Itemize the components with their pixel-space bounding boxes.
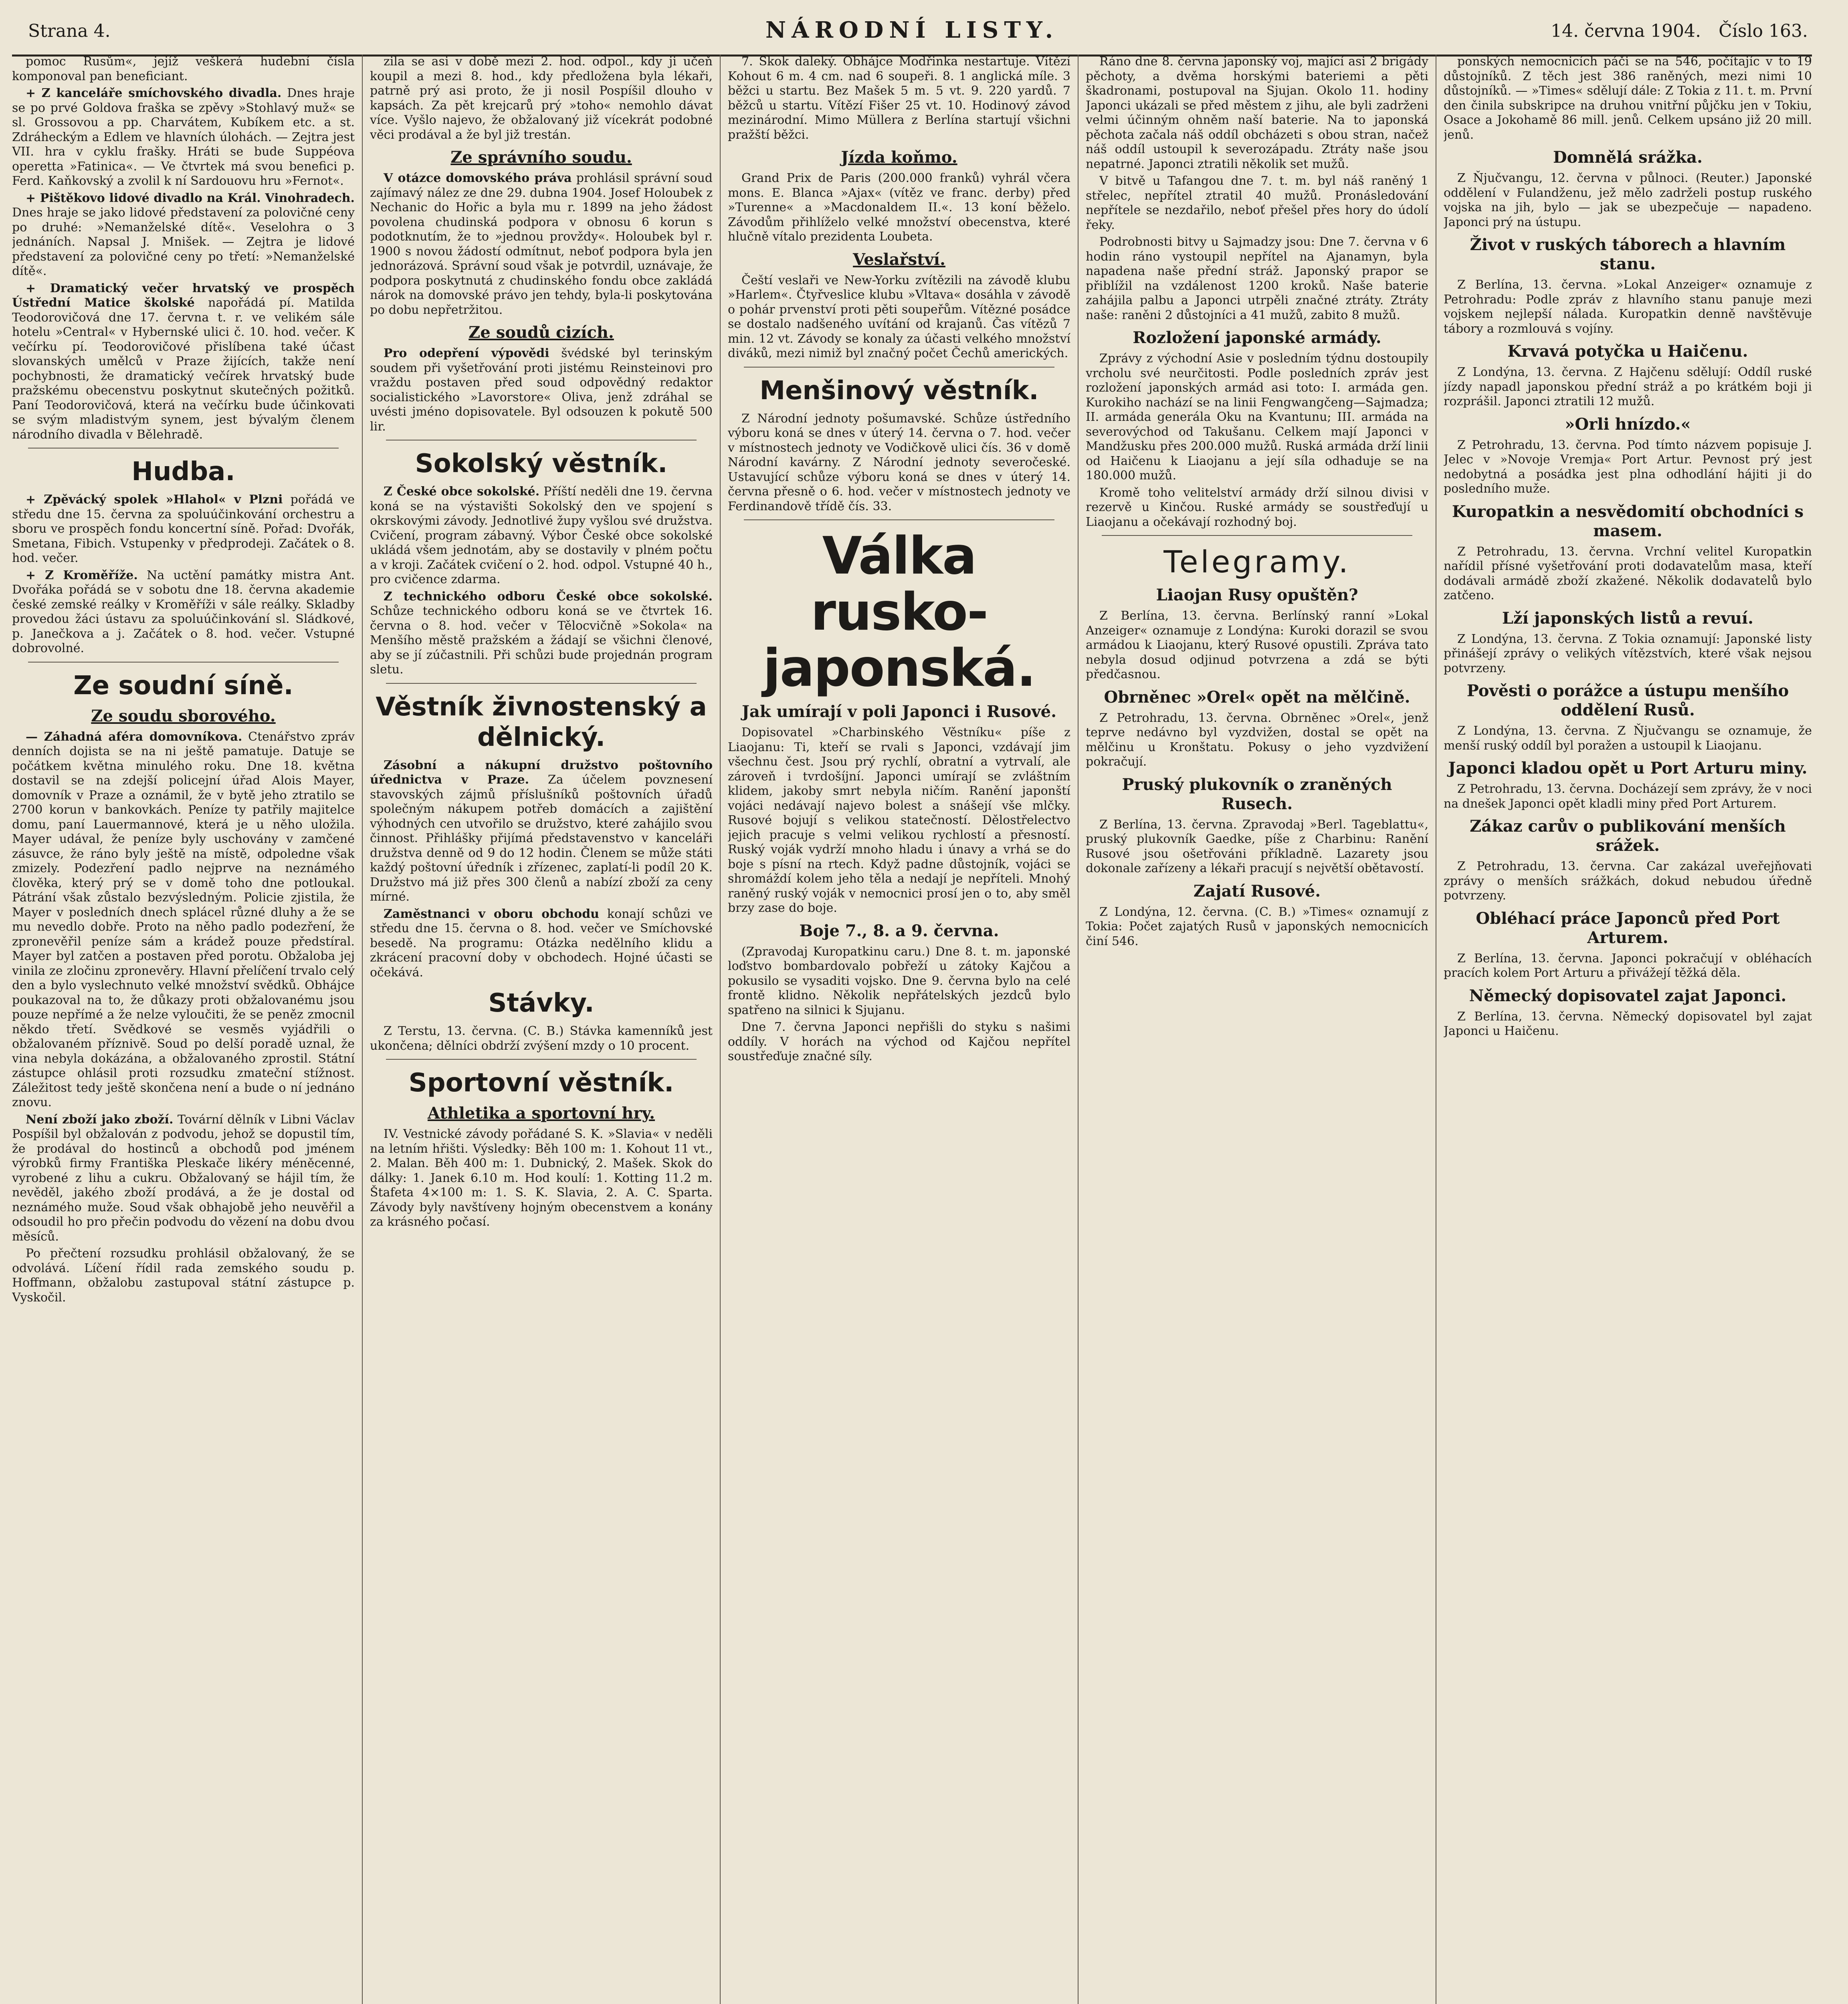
article-text: Z technického odboru České obce sokolské. Schůze technického odboru koná se ve čtvrtek 16. června o 8. hod. večer v Tělocvičně »Sokola« na Menšího městě pražském a žádají se všichni členové, aby se jí zúčastnili. Při schůzi bude projednán program sletu. bbox=[370, 589, 713, 677]
column-rule bbox=[1078, 55, 1079, 2004]
column-4 bbox=[1086, 55, 1428, 2004]
article-text: Z Londýna, 12. června. (C. B.) »Times« oznamují z Tokia: Počet zajatých Rusů v japonských nemocnicích činí 546. bbox=[1086, 905, 1428, 948]
article-text: Čeští veslaři ve New-Yorku zvítězili na závodě klubu »Harlem«. Čtyřveslice klubu »Vltava« dosáhla v závodě o pohár prvenství proti pěti soupeřům. Vítězné posádce se dostalo nadšeného uvítání od krajanů. Čas vítězů 7 min. 12 vt. Závody se konaly za účasti velkého množství diváků, mezi nimiž byl značný počet Čechů amerických. bbox=[728, 273, 1070, 360]
sub-heading: Ze soudu sborového. bbox=[91, 706, 276, 725]
section-divider bbox=[744, 367, 1054, 368]
article-text: Z Petrohradu, 13. června. Vrchní velitel Kuropatkin nařídil přísné vyšetřování proti dodavatelům masa, kteří dodávali armádě zboží zkažené. Několik dodavatelů bylo zatčeno. bbox=[1444, 544, 1812, 602]
date-issue bbox=[1539, 21, 1808, 41]
sub-heading: Jak umírají v poli Japonci i Rusové. bbox=[741, 702, 1057, 721]
sub-heading: »Orli hnízdo.« bbox=[1565, 414, 1691, 434]
section-divider bbox=[386, 1059, 697, 1060]
article-text: Není zboží jako zboží. Tovární dělník v Libni Václav Pospíšil byl obžalován z podvodu, jehož se dopustil tím, že prodával do hostinců a obchodů pod jménem výrobků firmy Františka Pleskače likéry méněcenné, vyrobené z lihu a cukru. Obžalovaný se hájil tím, že nevěděl, jakého zboží prodává, a že je dostal od neznámého muže. Soud však obhajobě jeho neuvěřil a odsoudil ho pro přečin podvodu do vězení na dobu dvou měsíců. bbox=[12, 1112, 355, 1244]
section-divider bbox=[744, 519, 1054, 520]
article-text: Po přečtení rozsudku prohlásil obžalovaný, že se odvolává. Líčení řídil rada zemského soudu p. Hoffmann, obžalobu zastupoval státní zástupce p. Vyskočil. bbox=[12, 1246, 355, 1305]
column-3 bbox=[728, 55, 1070, 2004]
section-heading: Věstník živnostenský a dělnický. bbox=[376, 692, 707, 752]
article-text: Z Berlína, 13. června. Německý dopisovatel byl zajat Japonci u Haičenu. bbox=[1444, 1009, 1812, 1038]
page-number: Strana 4. bbox=[28, 21, 111, 41]
article-text: pomoc Rusům«, jejíž veškerá hudební čísla komponoval pan beneficiant. bbox=[12, 55, 355, 83]
issue-date: 14. června 1904. bbox=[1551, 21, 1701, 41]
article-text: Z Berlína, 13. června. Berlínský ranní »Lokal Anzeiger« oznamuje z Londýna: Kuroki dorazil se svou armádou k Liaojanu, který Rusové opustili. Zpráva tato nebyla dosud odjinud potvrzena a zdá se býti předčasnou. bbox=[1086, 609, 1428, 681]
column-rule bbox=[720, 55, 721, 2004]
sub-heading: Boje 7., 8. a 9. června. bbox=[799, 921, 999, 940]
article-text: + Dramatický večer hrvatský ve prospěch Ústřední Matice školské napořádá pí. Matilda Teodorovičová dne 17. června t. r. ve velikém sále hotelu »Central« v Hybernské ulici č. 10. hod. večer. K večírku pí. Teodorovičové přislíbena také účast slovanských umělců v Praze žijících, takže není pochybnosti, že dramatický večírek hrvatský bude pražskému obecenstvu poskytnut skutečných požitků. Paní Teodorovičová, která na večírku bude účinkovati se svým mladistvým synem, jest bývalým členem národního divadla v Bělehradě. bbox=[12, 281, 355, 442]
article-text: Zprávy z východní Asie v posledním týdnu dostoupily vrcholu své neurčitosti. Podle posledních zpráv jest rozložení japonských armád asi toto: I. armáda gen. Kurokiho nachází se na linii Fengwangčeng—Sajmadza; II. armáda generála Oku na Kvantunu; III. armáda na severovýchod od Takušanu. Celkem mají Japonci v Mandžusku přes 200.000 mužů. Ruská armáda drží linii od Haičenu k Liaojanu a její síla odhaduje se na 180.000 mužů. bbox=[1086, 352, 1428, 483]
sub-heading: Athletika a sportovní hry. bbox=[427, 1104, 655, 1123]
article-text: V otázce domovského práva prohlásil správní soud zajímavý nález ze dne 29. dubna 1904. Josef Holoubek z Nechanic do Hořic a byla mu r. 1899 na jeho žádost povolena chudinská podpora v obnosu 6 korun s podotknutím, že to »jednou provždy«. Holoubek byl r. 1900 s novou žádostí odmítnut, neboť podpora byla jen jednorázová. Správní soud však je potvrdil, uznávaje, že podpora poskytnutá z chudinského fondu obce zakládá nárok na domovské právo jen tehdy, byla-li poskytována po dobu nepřetržitou. bbox=[370, 171, 713, 317]
article-text: Z Petrohradu, 13. června. Obrněnec »Orel«, jenž teprve nedávno byl vyzdvižen, dostal se opět na mělčinu u Kronštatu. Pokusy o jeho vyzdvižení pokračují. bbox=[1086, 711, 1428, 769]
article-text: Pro odepření výpovědi švédské byl terinským soudem při vyšetřování proti jistému Reinsteinovi pro vraždu postaven před soud odpovědný redaktor socialistického »Lavorstore« Oliva, jenž zdráhal se uvésti jméno dopisovatele. Byl odsouzen k pokutě 500 lir. bbox=[370, 346, 713, 434]
article-text: Z Petrohradu, 13. června. Docházejí sem zprávy, že v noci na dnešek Japonci opět kladli miny před Port Arturem. bbox=[1444, 782, 1812, 811]
article-text: Z Terstu, 13. června. (C. B.) Stávka kamenníků jest ukončena; dělníci obdrží zvýšení mzdy o 10 procent. bbox=[370, 1024, 713, 1053]
sub-heading: Kuropatkin a nesvědomití obchodníci s masem. bbox=[1452, 502, 1804, 540]
article-text: Dopisovatel »Charbinského Věstníku« píše z Liaojanu: Ti, kteří se rvali s Japonci, vzdávají jim všechnu čest. Jsou prý rychlí, obratní a vytrvalí, ale zároveň i tvrdošíjní. Japonci umírají se zvláštním klidem, jakoby smrt nebyla ničím. Ranění japonští vojáci nedávají najevo bolest a snášejí vše mlčky. Rusové bojují s velikou statečností. Dělostřelectvo jejich pracuje s velmi velikou rychlostí a přesností. Ruský voják vydrží mnoho hladu i únavy a vrhá se do boje s písní na rtech. Když padne důstojník, vojáci se shromáždí kolem jeho těla a nedají je nepříteli. Mnohý raněný ruský voják v nemocnici prosí jen o to, aby směl brzy zase do boje. bbox=[728, 725, 1070, 915]
article-text: V bitvě u Tafangou dne 7. t. m. byl náš raněný 1 střelec, nepřítel ztratil 40 mužů. Pronásledování nepřítele se nezdařilo, neboť přešel přes hory do údolí řeky. bbox=[1086, 174, 1428, 232]
section-divider bbox=[386, 683, 697, 684]
article-text: Zásobní a nákupní družstvo poštovního úřednictva v Praze. Za účelem povznesení stavovských zájmů příslušníků poštovních úřadů společným nákupem potřeb domácích a zajištění výhodných cen utvořilo se družstvo, které zahájilo svou činnost. Přihlášky přijímá představenstvo v kanceláři družstva denně od 9 do 12 hodin. Členem se může státi každý poštovní úředník i zřízenec, zaplatí-li podíl 20 K. Družstvo má již přes 300 členů a nabízí zboží za ceny mírné. bbox=[370, 758, 713, 904]
article-text: Zaměstnanci v oboru obchodu konají schůzi ve středu dne 15. června o 8. hod. večer ve Smíchovské besedě. Na programu: Otázka nedělního klidu a zkrácení pracovní doby v obchodech. Hojné účasti se očekává. bbox=[370, 907, 713, 980]
column-2 bbox=[370, 55, 713, 2004]
article-text: Z Berlína, 13. června. »Lokal Anzeiger« oznamuje z Petrohradu: Podle zpráv z hlavního stanu panuje mezi vojskem nejlepší nálada. Kuropatkin denně navštěvuje tábory a rozmlouvá s vojíny. bbox=[1444, 278, 1812, 336]
column-1 bbox=[12, 55, 355, 2004]
sub-heading: Krvavá potyčka u Haičenu. bbox=[1507, 342, 1748, 361]
article-text: Z Berlína, 13. června. Japonci pokračují v obléhacích pracích kolem Port Arturu a přivážejí těžká děla. bbox=[1444, 951, 1812, 980]
article-text: Z Národní jednoty pošumavské. Schůze ústředního výboru koná se dnes v úterý 14. června o 7. hod. večer v místnostech jednoty ve Vodičkově ulici čís. 36 v domě Národní kavárny. Z Národní jednoty severočeské. Ustavující schůze výboru koná se dnes v úterý 14. června přesně o 6. hod. večer v místnostech jednoty ve Ferdinandově třídě čís. 33. bbox=[728, 411, 1070, 513]
sub-heading: Obléhací práce Japonců před Port Arturem. bbox=[1476, 909, 1780, 947]
article-text: Z Berlína, 13. června. Zpravodaj »Berl. Tageblattu«, pruský plukovník Gaedke, píše z Charbinu: Ranění Rusové jsou ošetřováni příkladně. Lazarety jsou dokonale zařízeny a lékaři pracují s největší obětavostí. bbox=[1086, 817, 1428, 875]
section-heading: Menšinový věstník. bbox=[759, 376, 1039, 406]
issue-number: Číslo 163. bbox=[1719, 21, 1808, 41]
article-text: Z České obce sokolské. Příští neděli dne 19. června koná se na výstavišti Sokolský den ve spojení s okrskovými závody. Jednotlivé župy vyšlou své družstva. Cvičení, program zábavný. Výbor České obce sokolské ukládá všem jednotám, aby se dostavily v plném počtu a v kroji. Začátek cvičení o 2. hod. odpol. Vstupné 40 h., pro cvičence zdarma. bbox=[370, 485, 713, 586]
section-heading: Hudba. bbox=[131, 457, 235, 487]
section-heading: Sokolský věstník. bbox=[415, 449, 668, 479]
sub-heading: Zákaz carův o publikování menších srážek. bbox=[1470, 817, 1786, 855]
masthead-title: NÁRODNÍ LISTY. bbox=[765, 17, 1059, 43]
article-text: + Zpěvácký spolek »Hlahol« v Plzni pořádá ve středu dne 15. června za spoluúčinkování orchestru a sboru ve prospěch fondu koncertní síně. Pořad: Dvořák, Smetana, Fibich. Vstupenky v předprodeji. Začátek o 8. hod. večer. bbox=[12, 493, 355, 565]
section-heading: Ze soudní síně. bbox=[73, 671, 293, 701]
sub-heading: Pověsti o porážce a ústupu menšího oddělení Rusů. bbox=[1466, 681, 1789, 719]
sub-heading: Domnělá srážka. bbox=[1553, 148, 1703, 167]
article-text: Z Petrohradu, 13. června. Pod tímto názvem popisuje J. Jelec v »Novoje Vremja« Port Artur. Pevnost prý jest nedobytná a posádka jest plna odhodlání hájiti ji do posledního muže. bbox=[1444, 438, 1812, 496]
section-divider bbox=[1102, 535, 1412, 536]
article-text: IV. Vestnické závody pořádané S. K. »Slavia« v neděli na letním hřišti. Výsledky: Běh 100 m: 1. Kohout 11 vt., 2. Malan. Běh 400 m: 1. Dubnický, 2. Mašek. Skok do dálky: 1. Janek 6.10 m. Hod koulí: 1. Kotting 11.2 m. Štafeta 4×100 m: 1. S. K. Slavia, 2. A. C. Sparta. Závody byly navštíveny hojným obecenstvem a konány za krásného počasí. bbox=[370, 1127, 713, 1229]
column-rule bbox=[362, 55, 363, 2004]
article-text: Dne 7. června Japonci nepřišli do styku s našimi oddíly. V horách na východ od Kajčou nepřítel soustřeďuje značné síly. bbox=[728, 1020, 1070, 1063]
sub-heading: Pruský plukovník o zraněných Rusech. bbox=[1122, 775, 1392, 813]
article-text: + Z Kroměříže. Na uctění památky mistra Ant. Dvořáka pořádá se v sobotu dne 18. června akademie české zemské reálky v Kroměříži v sále reálky. Skladby provedou žáci ústavu za spoluúčinkování sl. Sládkové, p. Janečkova a j. Začátek o 8. hod. večer. Vstupné dobrovolné. bbox=[12, 568, 355, 655]
sub-heading: Ze správního soudu. bbox=[450, 148, 632, 167]
sub-heading: Obrněnec »Orel« opět na mělčině. bbox=[1104, 687, 1410, 707]
article-text: zila se asi v době mezi 2. hod. odpol., kdy ji učeň koupil a mezi 8. hod., kdy předložena byla lékaři, patrně prý asi proto, že ji nosil Pospíšil dlouho v kapsách. Za pět krejcarů prý »toho« nemohlo dávat více. Vyšlo najevo, že obžalovaný již vícekrát podobné věci prodával a že byl již trestán. bbox=[370, 55, 713, 142]
article-text: + Z kanceláře smíchovského divadla. Dnes hraje se po prvé Goldova fraška se zpěvy »Stohlavý muž« se sl. Grossovou a pp. Charvátem, Kubíkem etc. a st. Zdráheckým a Edlem ve hlavních úlohách. — Zejtra jest VII. hra v cyklu frašky. Hráti se bude Suppéova operetta »Fatinica«. — Ve čtvrtek má svou benefici p. Ferd. Kaňkovský a zvolil k ní Sardouovu hru »Fernot«. bbox=[12, 86, 355, 188]
article-text: Z Londýna, 13. června. Z Hajčenu sdělují: Oddíl ruské jízdy napadl japonskou přední stráž a po krátkém boji ji rozprášil. Japonci ztratili 12 mužů. bbox=[1444, 365, 1812, 408]
article-text: 7. Skok daleký. Obhájce Modřinka nestartuje. Vítězí Kohout 6 m. 4 cm. nad 6 soupeři. 8. 1 anglická míle. 3 běžci u startu. Bez Mašek 5 m. 5 vt. 9. 220 yardů. 7 běžců u startu. Vítězí Fišer 25 vt. 10. Hodinový závod mezinárodní. Mimo Müllera z Berlína startují všichni pražští běžci. bbox=[728, 55, 1070, 142]
article-text: ponských nemocnicích páči se na 546, počítajíc v to 19 důstojníků. Z těch jest 386 raněných, mezi nimi 10 důstojníků. — »Times« sdělují dále: Z Tokia z 11. t. m. První den činila subskripce na druhou vnitřní půjčku jen v Tokiu, Osace a Jokohamě 86 mill. jenů. Celkem upsáno již 20 mill. jenů. bbox=[1444, 55, 1812, 142]
sub-heading: Veslařství. bbox=[853, 250, 945, 269]
column-5 bbox=[1444, 55, 1812, 2004]
sub-heading: Lží japonských listů a revuí. bbox=[1502, 608, 1754, 628]
sub-heading: Zajatí Rusové. bbox=[1193, 881, 1321, 901]
article-text: Kromě toho velitelství armády drží silnou divisi v rezervě u Kinčou. Ruské armády se soustřeďují u Liaojanu a očekávají rozhodný boj. bbox=[1086, 485, 1428, 529]
article-text: Z Ňjučvangu, 12. června v půlnoci. (Reuter.) Japonské oddělení v Fulandženu, jež mělo zadrželi postup ruského vojska na jih, bylo — jak se ubezpečuje — napadeno. Japonci prý na ústupu. bbox=[1444, 171, 1812, 229]
sub-heading: Život v ruských táborech a hlavním stanu. bbox=[1470, 235, 1786, 273]
page-header bbox=[12, 16, 1812, 57]
sub-heading: Rozložení japonské armády. bbox=[1133, 328, 1381, 347]
telegrams-heading: Telegramy. bbox=[1163, 544, 1351, 580]
article-text: Podrobnosti bitvy u Sajmadzy jsou: Dne 7. června v 6 hodin ráno vystoupil nepřítel na Ajanamyn, byla napadena naše přední stráž. Japonský prapor se přiblížil na vzdálenost 1200 kroků. Naše baterie zahájila palbu a Japonci utrpěli značné ztráty. Ztráty naše: raněni 2 důstojníci a 41 mužů, zabito 8 mužů. bbox=[1086, 235, 1428, 322]
sub-heading: Jízda koňmo. bbox=[841, 148, 957, 167]
article-text: + Pištěkovo lidové divadlo na Král. Vinohradech. Dnes hraje se jako lidové představení za polovičné ceny po druhé: »Nemanželské dítě«. Veselohra o 3 jednáních. Napsal J. Mnišek. — Zejtra je lidové představení za polovičné ceny po třetí: »Nemanželské dítě«. bbox=[12, 191, 355, 278]
sub-heading: Liaojan Rusy opuštěn? bbox=[1156, 586, 1358, 604]
section-heading: Sportovní věstník. bbox=[408, 1068, 674, 1098]
article-text: Z Petrohradu, 13. června. Car zakázal uveřejňovati zprávy o menších srážkách, dokud nebudou úředně potvrzeny. bbox=[1444, 859, 1812, 903]
war-headline: Válka rusko-japonská. bbox=[763, 526, 1036, 698]
sub-heading: Německý dopisovatel zajat Japonci. bbox=[1469, 986, 1787, 1005]
article-text: (Zpravodaj Kuropatkinu caru.) Dne 8. t. m. japonské loďstvo bombardovalo pobřeží u zátoky Kajčou a pokusilo se vysaditi vojsko. Dne 9. června bylo na celé frontě klidno. Několik nepřátelských jezdců bylo spatřeno na silnici k Sjujanu. bbox=[728, 944, 1070, 1017]
section-divider bbox=[28, 662, 339, 663]
article-text: Z Londýna, 13. června. Z Ňjučvangu se oznamuje, že menší ruský oddíl byl poražen a ustoupil k Liaojanu. bbox=[1444, 724, 1812, 753]
sub-heading: Ze soudů cizích. bbox=[469, 323, 614, 342]
article-columns bbox=[12, 55, 1812, 2004]
article-text: Ráno dne 8. června japonský voj, mající asi 2 brigády pěchoty, a dvěma horskými bateriemi a pěti škadronami, postupoval na Sjujan. Okolo 11. hodiny Japonci ukázali se před městem z jihu, ale byli zadrženi velmi účinným ohněm naší baterie. Na to japonská pěchota začala náš oddíl obcházeti s obou stran, načež náš oddíl ustoupil k severozápadu. Ztráty naše jsou nepatrné. Japonci ztratili několik set mužů. bbox=[1086, 55, 1428, 171]
section-heading: Stávky. bbox=[488, 988, 594, 1018]
article-text: Grand Prix de Paris (200.000 franků) vyhrál včera mons. E. Blanca »Ajax« (vítěz ve franc. derby) před »Turenne« a »Macdonaldem II.«. 13 koní běželo. Závodům přihlíželo velké množství obecenstva, které hlučně vítalo prezidenta Loubeta. bbox=[728, 171, 1070, 244]
article-text: — Záhadná aféra domovníkova. Ctenářstvo zpráv denních dojista se na ni ještě pamatuje. Datuje se počátkem května minulého roku. Dne 18. května dostavil se na zdejší policejní úřad Alois Mayer, domovník v Praze a oznámil, že v bytě jeho ztratilo se 2700 korun v bankovkách. Peníze ty patřily majitelce domu, paní Lauermannové, která je u něho uložila. Mayer udával, že peníze byly uschovány v zamčené zásuvce, že ráno byly ještě na místě, odpoledne však zmizely. Podezření padlo nejprve na neznámého člověka, který prý se v domě toho dne potloukal. Pátrání však zůstalo bezvýsledným. Policie zjistila, že Mayer v posledních dnech splácel různé dluhy a že se mu nevedlo dobře. Proto na něho padlo podezření, že zpronevěřil peníze sám a krádež pouze předstíral. Mayer byl zatčen a postaven před porotu. Obžaloba jej vinila ze zločinu zpronevěry. Hlavní přelíčení trvalo celý den a bylo vyslechnuto velké množství svědků. Obhájce poukazoval na to, že důkazy proti obžalovanému jsou pouze nepřímé a že nelze vyloučiti, že se peněz zmocnil někdo třetí. Svědkové se vesměs vyjádřili o obžalovaném příznivě. Soud po delší poradě uznal, že vina nebyla dokázána, a obžalovaného zprostil. Státní zástupce ohlásil proti rozsudku zmateční stížnost. Záležitost tedy ještě skončena není a bude o ní jednáno znovu. bbox=[12, 729, 355, 1109]
sub-heading: Japonci kladou opět u Port Arturu miny. bbox=[1448, 759, 1808, 778]
article-text: Z Londýna, 13. června. Z Tokia oznamují: Japonské listy přinášejí zprávy o velikých vítězstvích, které však nejsou potvrzeny. bbox=[1444, 632, 1812, 675]
